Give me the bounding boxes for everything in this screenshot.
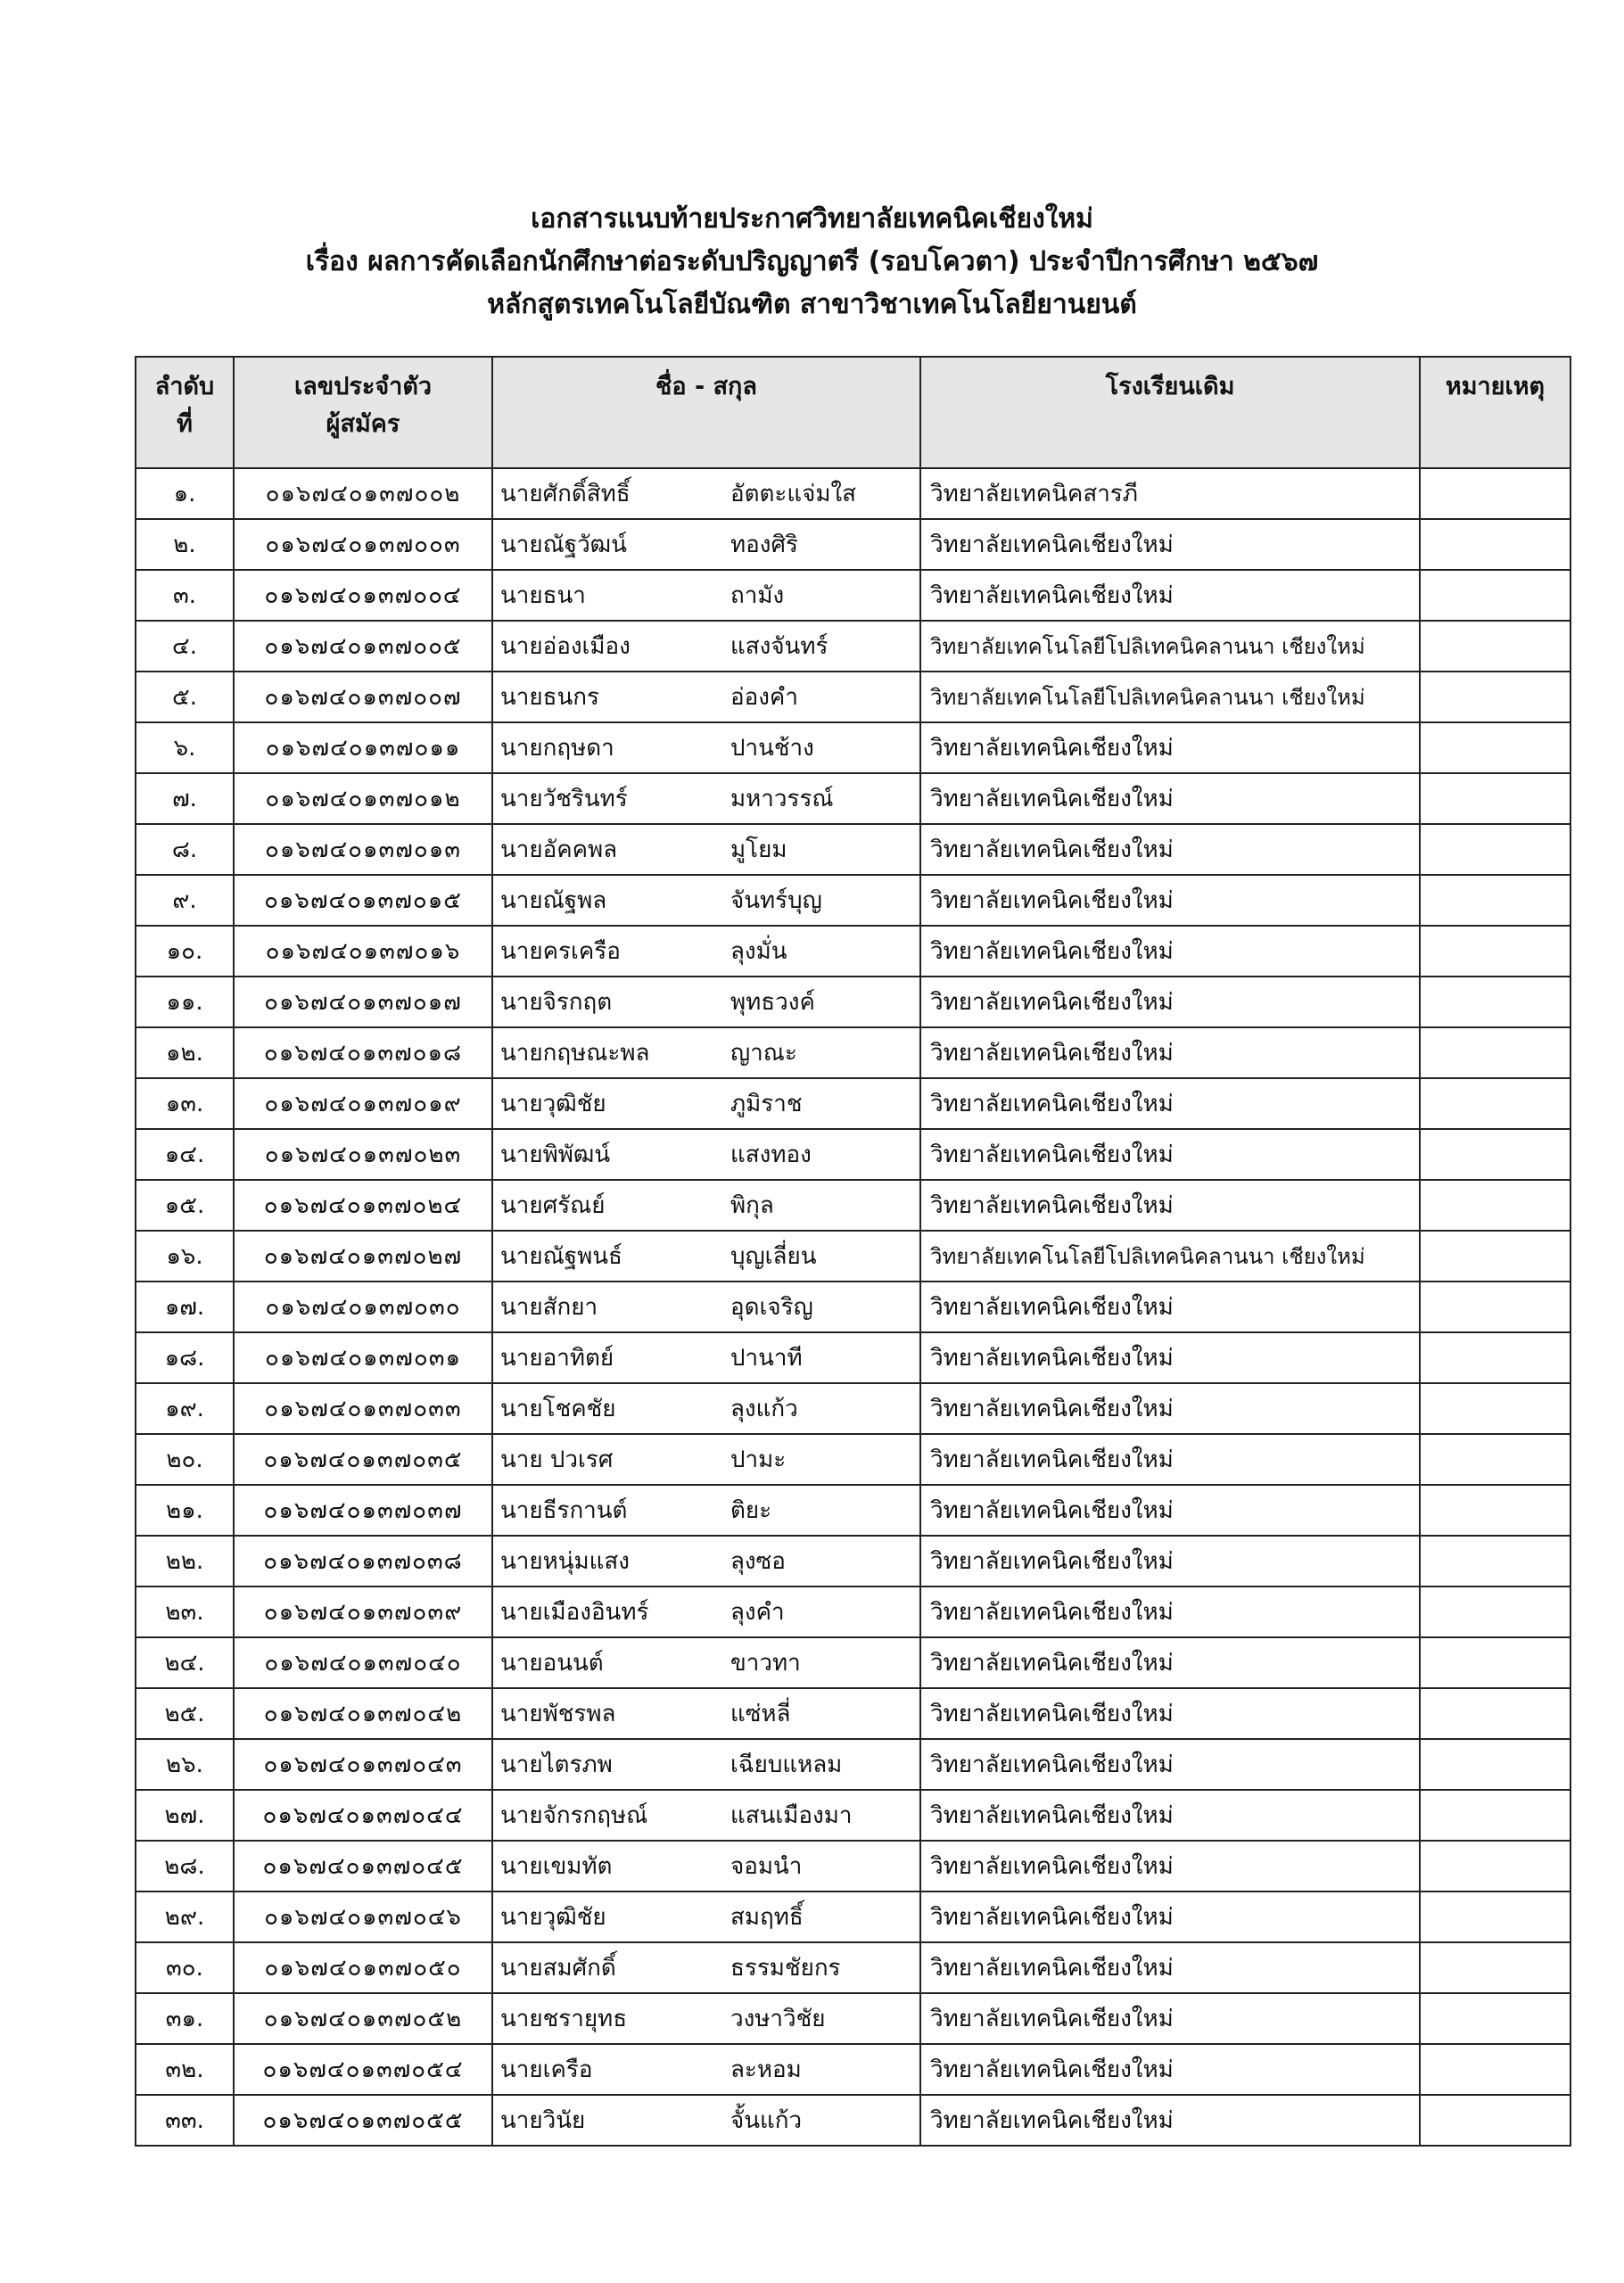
applicant-id: ๐๑๖๗๔๐๑๓๗๐๔๒ <box>234 1688 492 1739</box>
remark-cell <box>1420 1485 1570 1536</box>
remark-cell <box>1420 1892 1570 1942</box>
row-number: ๑๒. <box>136 1027 234 1078</box>
applicant-id: ๐๑๖๗๔๐๑๓๗๐๑๘ <box>234 1027 492 1078</box>
applicant-name <box>492 1841 920 1892</box>
row-number: ๓๒. <box>136 2044 234 2095</box>
applicant-name <box>492 1078 920 1129</box>
last-name: ติยะ <box>730 1497 772 1524</box>
row-number: ๑๐. <box>136 926 234 977</box>
last-name: วงษาวิชัย <box>730 2006 826 2032</box>
previous-school: วิทยาลัยเทคโนโลยีโปลิเทคนิคลานนา เชียงใหม่ <box>920 621 1420 672</box>
first-name: นายครเครือ <box>500 938 621 965</box>
remark-cell <box>1420 468 1570 519</box>
previous-school: วิทยาลัยเทคนิคเชียงใหม่ <box>920 1637 1420 1688</box>
applicant-id: ๐๑๖๗๔๐๑๓๗๐๔๓ <box>234 1739 492 1790</box>
first-name: นายวุฒิชัย <box>500 1091 606 1117</box>
previous-school: วิทยาลัยเทคนิคเชียงใหม่ <box>920 1790 1420 1841</box>
remark-cell <box>1420 1129 1570 1180</box>
row-number: ๒๓. <box>136 1587 234 1637</box>
remark-cell <box>1420 1383 1570 1434</box>
previous-school: วิทยาลัยเทคโนโลยีโปลิเทคนิคลานนา เชียงใหม่ <box>920 672 1420 722</box>
row-number: ๒๒. <box>136 1536 234 1587</box>
table-row <box>136 621 1570 672</box>
table-row <box>136 773 1570 824</box>
table-row <box>136 519 1570 570</box>
remark-cell <box>1420 1231 1570 1282</box>
table-row <box>136 722 1570 773</box>
first-name: นายเมืองอินทร์ <box>500 1599 649 1626</box>
applicant-id: ๐๑๖๗๔๐๑๓๗๐๕๕ <box>234 2095 492 2146</box>
table-row <box>136 2095 1570 2146</box>
last-name: ปานช้าง <box>730 735 814 762</box>
applicant-id: ๐๑๖๗๔๐๑๓๗๐๓๘ <box>234 1536 492 1587</box>
table-row <box>136 1282 1570 1332</box>
remark-cell <box>1420 672 1570 722</box>
last-name: ลุงแก้ว <box>730 1396 798 1422</box>
table-row <box>136 1942 1570 1993</box>
row-number: ๑๔. <box>136 1129 234 1180</box>
row-number: ๓๓. <box>136 2095 234 2146</box>
first-name: นายวินัย <box>500 2107 586 2134</box>
previous-school: วิทยาลัยเทคนิคเชียงใหม่ <box>920 519 1420 570</box>
first-name: นายวัชรินทร์ <box>500 786 628 812</box>
row-number: ๓๐. <box>136 1942 234 1993</box>
applicant-id: ๐๑๖๗๔๐๑๓๗๐๐๗ <box>234 672 492 722</box>
previous-school: วิทยาลัยเทคนิคเชียงใหม่ <box>920 722 1420 773</box>
previous-school: วิทยาลัยเทคนิคเชียงใหม่ <box>920 2044 1420 2095</box>
first-name: นายหนุ่มแสง <box>500 1548 630 1575</box>
applicant-id: ๐๑๖๗๔๐๑๓๗๐๔๕ <box>234 1841 492 1892</box>
applicant-name <box>492 1282 920 1332</box>
applicant-name <box>492 773 920 824</box>
row-number: ๔. <box>136 621 234 672</box>
first-name: นาย ปวเรศ <box>500 1446 614 1473</box>
applicant-name <box>492 2044 920 2095</box>
row-number: ๙. <box>136 875 234 926</box>
table-row <box>136 1739 1570 1790</box>
first-name: นายกฤษณะพล <box>500 1040 650 1067</box>
applicant-name <box>492 824 920 875</box>
last-name: จั้นแก้ว <box>730 2107 803 2134</box>
applicant-name <box>492 1688 920 1739</box>
applicant-id: ๐๑๖๗๔๐๑๓๗๐๐๓ <box>234 519 492 570</box>
applicant-id: ๐๑๖๗๔๐๑๓๗๐๐๒ <box>234 468 492 519</box>
previous-school: วิทยาลัยเทคนิคเชียงใหม่ <box>920 1485 1420 1536</box>
applicant-id: ๐๑๖๗๔๐๑๓๗๐๑๑ <box>234 722 492 773</box>
row-number: ๒๕. <box>136 1688 234 1739</box>
previous-school: วิทยาลัยเทคนิคเชียงใหม่ <box>920 1892 1420 1942</box>
table-header-row <box>136 357 1570 468</box>
last-name: สมฤทธิ์ <box>730 1904 804 1931</box>
last-name: ทองศิริ <box>730 532 798 558</box>
previous-school: วิทยาลัยเทคนิคเชียงใหม่ <box>920 1180 1420 1231</box>
remark-cell <box>1420 1841 1570 1892</box>
table-row <box>136 824 1570 875</box>
first-name: นายจิรกฤต <box>500 989 613 1016</box>
remark-cell <box>1420 1587 1570 1637</box>
first-name: นายอัคคพล <box>500 837 618 863</box>
table-row <box>136 570 1570 621</box>
table-row <box>136 1129 1570 1180</box>
col-header-no <box>136 357 234 468</box>
last-name: ญาณะ <box>730 1040 797 1067</box>
applicant-name <box>492 672 920 722</box>
last-name: แสงทอง <box>730 1142 812 1168</box>
applicant-name <box>492 2095 920 2146</box>
previous-school: วิทยาลัยเทคนิคเชียงใหม่ <box>920 773 1420 824</box>
applicant-id: ๐๑๖๗๔๐๑๓๗๐๔๖ <box>234 1892 492 1942</box>
first-name: นายกฤษดา <box>500 735 614 762</box>
applicant-name <box>492 1790 920 1841</box>
applicant-name <box>492 722 920 773</box>
remark-cell <box>1420 773 1570 824</box>
applicant-id: ๐๑๖๗๔๐๑๓๗๐๒๓ <box>234 1129 492 1180</box>
applicant-id: ๐๑๖๗๔๐๑๓๗๐๐๔ <box>234 570 492 621</box>
last-name: ขาวทา <box>730 1650 801 1677</box>
first-name: นายจักรกฤษณ์ <box>500 1802 648 1829</box>
table-row <box>136 1383 1570 1434</box>
applicant-name <box>492 570 920 621</box>
row-number: ๗. <box>136 773 234 824</box>
table-row <box>136 1841 1570 1892</box>
first-name: นายพัชรพล <box>500 1701 616 1727</box>
applicant-id: ๐๑๖๗๔๐๑๓๗๐๓๕ <box>234 1434 492 1485</box>
last-name: อัตตะแจ่มใส <box>730 481 857 507</box>
remark-cell <box>1420 875 1570 926</box>
previous-school: วิทยาลัยเทคโนโลยีโปลิเทคนิคลานนา เชียงใหม่ <box>920 1231 1420 1282</box>
last-name: บุญเลี่ยน <box>730 1243 817 1270</box>
applicant-name <box>492 1587 920 1637</box>
table-row <box>136 1434 1570 1485</box>
remark-cell <box>1420 621 1570 672</box>
applicant-name <box>492 875 920 926</box>
table-row <box>136 1688 1570 1739</box>
heading-line-1: เอกสารแนบท้ายประกาศวิทยาลัยเทคนิคเชียงใหม่ <box>531 203 1093 235</box>
row-number: ๒๘. <box>136 1841 234 1892</box>
last-name: ธรรมชัยกร <box>730 1955 841 1982</box>
previous-school: วิทยาลัยเทคนิคเชียงใหม่ <box>920 875 1420 926</box>
first-name: นายโชคชัย <box>500 1396 616 1422</box>
first-name: นายอาทิตย์ <box>500 1345 614 1372</box>
first-name: นายธีรกานต์ <box>500 1497 628 1524</box>
previous-school: วิทยาลัยเทคนิคเชียงใหม่ <box>920 1434 1420 1485</box>
col-header-no-line2: ที่ <box>177 410 193 438</box>
first-name: นายณัฐวัฒน์ <box>500 532 627 558</box>
last-name: พุทธวงค์ <box>730 989 815 1016</box>
table-row <box>136 1231 1570 1282</box>
remark-cell <box>1420 926 1570 977</box>
last-name: ละหอม <box>730 2056 802 2083</box>
row-number: ๕. <box>136 672 234 722</box>
last-name: ลุงมั่น <box>730 938 787 965</box>
first-name: นายธนา <box>500 582 586 609</box>
first-name: นายอ่องเมือง <box>500 633 631 660</box>
remark-cell <box>1420 1688 1570 1739</box>
applicant-name <box>492 1536 920 1587</box>
last-name: จอมนำ <box>730 1853 803 1880</box>
applicant-id: ๐๑๖๗๔๐๑๓๗๐๔๔ <box>234 1790 492 1841</box>
row-number: ๑๙. <box>136 1383 234 1434</box>
row-number: ๑๗. <box>136 1282 234 1332</box>
applicant-id: ๐๑๖๗๔๐๑๓๗๐๓๑ <box>234 1332 492 1383</box>
col-header-id-line2: ผู้สมัคร <box>326 410 400 438</box>
col-header-id-line1: เลขประจำตัว <box>293 373 433 400</box>
first-name: นายอนนต์ <box>500 1650 604 1677</box>
applicant-name <box>492 1180 920 1231</box>
remark-cell <box>1420 1282 1570 1332</box>
applicant-name <box>492 1383 920 1434</box>
remark-cell <box>1420 1942 1570 1993</box>
row-number: ๘. <box>136 824 234 875</box>
applicant-name <box>492 519 920 570</box>
previous-school: วิทยาลัยเทคนิคเชียงใหม่ <box>920 1282 1420 1332</box>
first-name: นายณัฐพนธ์ <box>500 1243 622 1270</box>
remark-cell <box>1420 2095 1570 2146</box>
applicant-id: ๐๑๖๗๔๐๑๓๗๐๕๒ <box>234 1993 492 2044</box>
applicant-name <box>492 926 920 977</box>
col-header-no-line1: ลำดับ <box>154 373 215 400</box>
row-number: ๑๑. <box>136 977 234 1027</box>
table-row <box>136 1536 1570 1587</box>
table-row <box>136 926 1570 977</box>
first-name: นายสมศักดิ์ <box>500 1955 616 1982</box>
applicant-id: ๐๑๖๗๔๐๑๓๗๐๕๐ <box>234 1942 492 1993</box>
first-name: นายศรัณย์ <box>500 1192 606 1219</box>
last-name: ภูมิราช <box>730 1091 803 1117</box>
row-number: ๒๑. <box>136 1485 234 1536</box>
last-name: จันทร์บุญ <box>730 887 822 914</box>
applicant-id: ๐๑๖๗๔๐๑๓๗๐๓๗ <box>234 1485 492 1536</box>
remark-cell <box>1420 1790 1570 1841</box>
remark-cell <box>1420 570 1570 621</box>
table-row <box>136 672 1570 722</box>
col-header-name: ชื่อ - สกุล <box>492 357 920 468</box>
row-number: ๑๕. <box>136 1180 234 1231</box>
row-number: ๒๙. <box>136 1892 234 1942</box>
table-row <box>136 1587 1570 1637</box>
previous-school: วิทยาลัยเทคนิคเชียงใหม่ <box>920 926 1420 977</box>
previous-school: วิทยาลัยเทคนิคสารภี <box>920 468 1420 519</box>
table-row <box>136 1790 1570 1841</box>
previous-school: วิทยาลัยเทคนิคเชียงใหม่ <box>920 1739 1420 1790</box>
table-row <box>136 977 1570 1027</box>
row-number: ๓๑. <box>136 1993 234 2044</box>
applicant-id: ๐๑๖๗๔๐๑๓๗๐๑๒ <box>234 773 492 824</box>
previous-school: วิทยาลัยเทคนิคเชียงใหม่ <box>920 977 1420 1027</box>
applicant-id: ๐๑๖๗๔๐๑๓๗๐๔๐ <box>234 1637 492 1688</box>
remark-cell <box>1420 1637 1570 1688</box>
last-name: ปามะ <box>730 1446 787 1473</box>
applicant-id: ๐๑๖๗๔๐๑๓๗๐๒๔ <box>234 1180 492 1231</box>
applicant-name <box>492 1993 920 2044</box>
previous-school: วิทยาลัยเทคนิคเชียงใหม่ <box>920 1078 1420 1129</box>
row-number: ๒๗. <box>136 1790 234 1841</box>
table-row <box>136 1332 1570 1383</box>
applicant-id: ๐๑๖๗๔๐๑๓๗๐๒๗ <box>234 1231 492 1282</box>
applicant-name <box>492 1027 920 1078</box>
applicant-name <box>492 621 920 672</box>
heading-line-3: หลักสูตรเทคโนโลยีบัณฑิต สาขาวิชาเทคโนโลยียานยนต์ <box>487 289 1137 320</box>
last-name: มูโยม <box>730 837 787 863</box>
applicant-name <box>492 468 920 519</box>
table-row <box>136 1485 1570 1536</box>
remark-cell <box>1420 1993 1570 2044</box>
row-number: ๖. <box>136 722 234 773</box>
applicant-id: ๐๑๖๗๔๐๑๓๗๐๑๕ <box>234 875 492 926</box>
applicant-id: ๐๑๖๗๔๐๑๓๗๐๐๕ <box>234 621 492 672</box>
last-name: แสงจันทร์ <box>730 633 828 660</box>
remark-cell <box>1420 1180 1570 1231</box>
previous-school: วิทยาลัยเทคนิคเชียงใหม่ <box>920 1383 1420 1434</box>
last-name: ปานาที <box>730 1345 803 1372</box>
document-heading <box>0 198 1624 326</box>
applicant-id: ๐๑๖๗๔๐๑๓๗๐๓๙ <box>234 1587 492 1637</box>
row-number: ๒. <box>136 519 234 570</box>
table-row <box>136 1892 1570 1942</box>
table-row <box>136 1637 1570 1688</box>
remark-cell <box>1420 2044 1570 2095</box>
applicant-id: ๐๑๖๗๔๐๑๓๗๐๑๙ <box>234 1078 492 1129</box>
first-name: นายสักยา <box>500 1294 598 1321</box>
previous-school: วิทยาลัยเทคนิคเชียงใหม่ <box>920 1993 1420 2044</box>
row-number: ๒๐. <box>136 1434 234 1485</box>
col-header-remark: หมายเหตุ <box>1420 357 1570 468</box>
applicant-id: ๐๑๖๗๔๐๑๓๗๐๑๓ <box>234 824 492 875</box>
remark-cell <box>1420 1739 1570 1790</box>
previous-school: วิทยาลัยเทคนิคเชียงใหม่ <box>920 1332 1420 1383</box>
remark-cell <box>1420 519 1570 570</box>
last-name: แซ่หลี่ <box>730 1701 791 1727</box>
applicant-id: ๐๑๖๗๔๐๑๓๗๐๕๔ <box>234 2044 492 2095</box>
first-name: นายไตรภพ <box>500 1751 613 1778</box>
first-name: นายพิพัฒน์ <box>500 1142 611 1168</box>
table-body <box>136 468 1570 2146</box>
col-header-school: โรงเรียนเดิม <box>920 357 1420 468</box>
applicant-name <box>492 1942 920 1993</box>
remark-cell <box>1420 824 1570 875</box>
table-row <box>136 2044 1570 2095</box>
remark-cell <box>1420 722 1570 773</box>
applicant-name <box>492 1892 920 1942</box>
row-number: ๑๖. <box>136 1231 234 1282</box>
applicant-name <box>492 1434 920 1485</box>
applicant-id: ๐๑๖๗๔๐๑๓๗๐๓๐ <box>234 1282 492 1332</box>
row-number: ๑๘. <box>136 1332 234 1383</box>
last-name: ลุงคำ <box>730 1599 785 1626</box>
previous-school: วิทยาลัยเทคนิคเชียงใหม่ <box>920 1536 1420 1587</box>
row-number: ๓. <box>136 570 234 621</box>
row-number: ๑. <box>136 468 234 519</box>
applicant-name <box>492 1739 920 1790</box>
previous-school: วิทยาลัยเทคนิคเชียงใหม่ <box>920 1587 1420 1637</box>
remark-cell <box>1420 1536 1570 1587</box>
last-name: ถามัง <box>730 582 785 609</box>
remark-cell <box>1420 1332 1570 1383</box>
applicant-name <box>492 1485 920 1536</box>
first-name: นายเครือ <box>500 2056 593 2083</box>
last-name: มหาวรรณ์ <box>730 786 834 812</box>
row-number: ๒๔. <box>136 1637 234 1688</box>
last-name: แสนเมืองมา <box>730 1802 853 1829</box>
applicant-name <box>492 1129 920 1180</box>
applicant-name <box>492 1637 920 1688</box>
applicant-name <box>492 977 920 1027</box>
last-name: เฉียบแหลม <box>730 1751 843 1778</box>
last-name: ลุงซอ <box>730 1548 786 1575</box>
previous-school: วิทยาลัยเทคนิคเชียงใหม่ <box>920 1027 1420 1078</box>
results-table <box>135 356 1571 2147</box>
first-name: นายชรายุทธ <box>500 2006 628 2032</box>
previous-school: วิทยาลัยเทคนิคเชียงใหม่ <box>920 570 1420 621</box>
first-name: นายวุฒิชัย <box>500 1904 606 1931</box>
applicant-id: ๐๑๖๗๔๐๑๓๗๐๓๓ <box>234 1383 492 1434</box>
remark-cell <box>1420 1434 1570 1485</box>
first-name: นายณัฐพล <box>500 887 607 914</box>
table-row <box>136 468 1570 519</box>
table-row <box>136 1180 1570 1231</box>
remark-cell <box>1420 1078 1570 1129</box>
previous-school: วิทยาลัยเทคนิคเชียงใหม่ <box>920 1841 1420 1892</box>
heading-line-2: เรื่อง ผลการคัดเลือกนักศึกษาต่อระดับปริญญาตรี (รอบโควตา) ประจำปีการศึกษา ๒๕๖๗ <box>305 246 1319 277</box>
col-header-id <box>234 357 492 468</box>
table-row <box>136 1078 1570 1129</box>
applicant-name <box>492 1332 920 1383</box>
row-number: ๒๖. <box>136 1739 234 1790</box>
applicant-id: ๐๑๖๗๔๐๑๓๗๐๑๖ <box>234 926 492 977</box>
applicant-id: ๐๑๖๗๔๐๑๓๗๐๑๗ <box>234 977 492 1027</box>
previous-school: วิทยาลัยเทคนิคเชียงใหม่ <box>920 1942 1420 1993</box>
remark-cell <box>1420 977 1570 1027</box>
first-name: นายศักดิ์สิทธิ์ <box>500 481 631 507</box>
previous-school: วิทยาลัยเทคนิคเชียงใหม่ <box>920 824 1420 875</box>
last-name: อ่องคำ <box>730 684 798 711</box>
table-row <box>136 875 1570 926</box>
remark-cell <box>1420 1027 1570 1078</box>
table-row <box>136 1993 1570 2044</box>
applicant-name <box>492 1231 920 1282</box>
previous-school: วิทยาลัยเทคนิคเชียงใหม่ <box>920 1129 1420 1180</box>
first-name: นายเขมทัต <box>500 1853 613 1880</box>
row-number: ๑๓. <box>136 1078 234 1129</box>
previous-school: วิทยาลัยเทคนิคเชียงใหม่ <box>920 1688 1420 1739</box>
last-name: อุดเจริญ <box>730 1294 813 1321</box>
last-name: พิกุล <box>730 1192 774 1219</box>
table-row <box>136 1027 1570 1078</box>
previous-school: วิทยาลัยเทคนิคเชียงใหม่ <box>920 2095 1420 2146</box>
first-name: นายธนกร <box>500 684 599 711</box>
